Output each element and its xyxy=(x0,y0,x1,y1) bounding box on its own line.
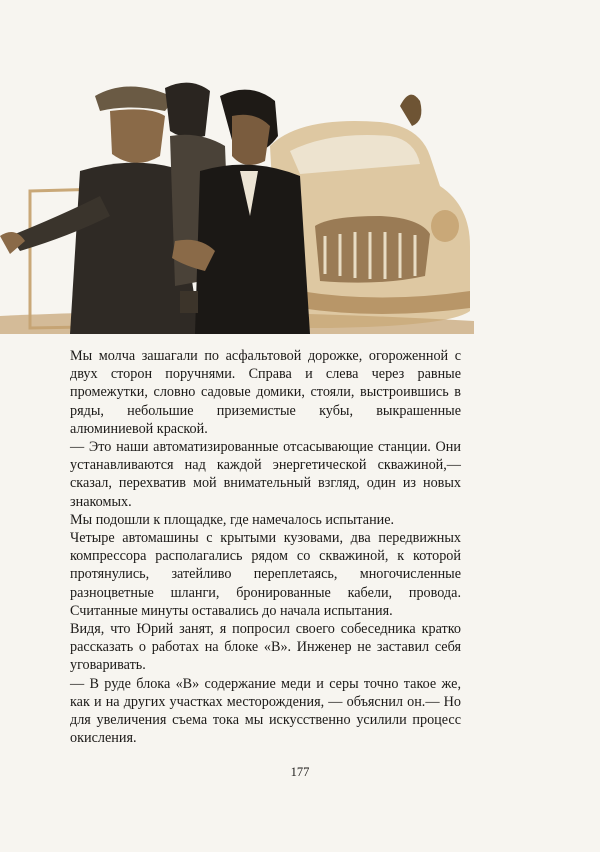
men-by-car-illustration-icon xyxy=(0,76,474,334)
paragraph: Видя, что Юрий занят, я попросил своего собеседника кратко рассказать о работах на блоке «В». Инженер не заставил себя уговаривать. xyxy=(70,621,461,674)
paragraph: Мы подошли к площадке, где намечалось испытание. xyxy=(70,511,395,528)
page-number: 177 xyxy=(290,765,310,779)
paragraph: Четыре автомашины с крытыми кузовами, два передвижных компрессора располагались рядом со скважиной, к которой протянулись, затейливо переплетаясь, многочисленные разноцветные шланги, бронированные кабели, провода. Считанные минуты оставались до начала испытания. xyxy=(70,530,461,619)
paragraph: Мы молча зашагали по асфальтовой дорожке, огороженной с двух сторон поручнями. Справа и слева через равные промежутки, словно садовые домики, стояли, выстроившись в ряды, небольшие приземистые кубы, выкрашенные алюминиевой краской. xyxy=(70,348,461,437)
illustration xyxy=(0,76,474,334)
paragraph: — Это наши автоматизированные отсасывающие станции. Они устанавливаются над каждой энергетической скважиной,— сказал, перехватив мой внимательный взгляд, один из новых знакомых. xyxy=(70,439,461,510)
paragraph: — В руде блока «В» содержание меди и серы точно такое же, как и на других участках месторождения, — объяснил он.— Но для увеличения съема тока мы искусственно усилили процесс окисления. xyxy=(70,675,461,747)
body-text xyxy=(70,347,461,747)
